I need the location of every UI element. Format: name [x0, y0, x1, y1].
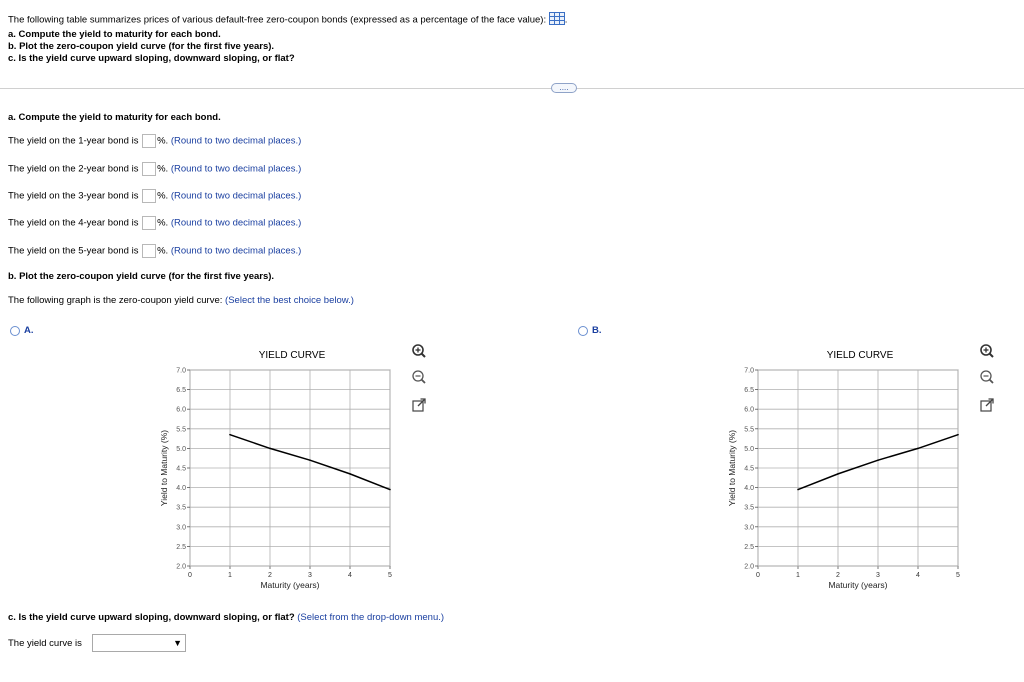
percent-suffix: %.	[157, 135, 169, 147]
zoom-in-icon[interactable]	[979, 343, 995, 359]
x-axis-label: Maturity (years)	[828, 580, 888, 590]
data-point	[957, 434, 959, 436]
y-tick-label: 2.0	[176, 563, 186, 571]
y-tick-label: 4.5	[176, 465, 186, 473]
percent-suffix: %.	[157, 217, 169, 229]
part-b-hint: (Select the best choice below.)	[225, 295, 354, 306]
x-tick-label: 3	[876, 572, 880, 579]
yield-1yr-input[interactable]	[142, 134, 156, 148]
x-tick-label: 1	[228, 572, 232, 579]
option-a-label[interactable]: A.	[24, 325, 34, 336]
yield-4yr-input[interactable]	[142, 216, 156, 230]
y-axis-label: Yield to Maturity (%)	[159, 429, 169, 507]
percent-suffix: %.	[157, 245, 169, 257]
question-part-b: b. Plot the zero-coupon yield curve (for the first five years).	[8, 41, 275, 52]
y-tick-label: 3.0	[744, 524, 754, 532]
y-tick-label: 3.5	[744, 504, 754, 512]
part-c-heading: c. Is the yield curve upward sloping, downward sloping, or flat?	[8, 612, 295, 623]
chart-a-title: YIELD CURVE	[258, 350, 326, 361]
percent-suffix: %.	[157, 190, 169, 202]
y-tick-label: 5.5	[744, 426, 754, 434]
yield-curve-dropdown[interactable]	[92, 634, 186, 652]
data-point	[229, 434, 231, 436]
y-tick-label: 4.5	[744, 465, 754, 473]
y-tick-label: 5.5	[176, 426, 186, 434]
y-tick-label: 5.0	[744, 445, 754, 453]
y-tick-label: 3.5	[176, 504, 186, 512]
yield-2yr-input[interactable]	[142, 162, 156, 176]
x-tick-label: 5	[388, 572, 392, 579]
part-b-prompt-line	[8, 295, 354, 306]
round-hint: (Round to two decimal places.)	[170, 217, 302, 229]
x-tick-label: 1	[796, 572, 800, 579]
yield-row-5	[8, 244, 301, 258]
option-b-label[interactable]: B.	[592, 325, 602, 336]
x-axis-label: Maturity (years)	[260, 580, 320, 590]
x-tick-label: 0	[188, 572, 192, 579]
chart-b	[723, 362, 983, 594]
y-tick-label: 6.5	[744, 387, 754, 395]
data-point	[797, 489, 799, 491]
part-c-label: The yield curve is	[8, 638, 82, 649]
part-c-hint: (Select from the drop-down menu.)	[297, 612, 445, 623]
popout-icon[interactable]	[411, 397, 427, 413]
x-tick-label: 0	[756, 572, 760, 579]
popout-icon[interactable]	[979, 397, 995, 413]
option-a-radio[interactable]	[10, 326, 20, 336]
yield-row-4	[8, 216, 301, 230]
y-tick-label: 3.0	[176, 524, 186, 532]
x-tick-label: 2	[268, 572, 272, 579]
data-point	[877, 459, 879, 461]
y-tick-label: 7.0	[176, 367, 186, 375]
dropdown-arrow-icon: ▼	[173, 638, 182, 648]
x-tick-label: 5	[956, 572, 960, 579]
data-point	[389, 489, 391, 491]
yield-row-label: The yield on the 4-year bond is	[8, 217, 139, 229]
chart-b-title: YIELD CURVE	[826, 350, 894, 361]
yield-row-label: The yield on the 2-year bond is	[8, 163, 139, 175]
table-icon[interactable]	[549, 12, 565, 28]
x-tick-label: 4	[916, 572, 920, 579]
part-b-prompt: The following graph is the zero-coupon yield curve:	[8, 295, 223, 306]
question-intro-text: The following table summarizes prices of various default-free zero-coupon bonds (expressed as a percentage of the face value):	[8, 14, 547, 26]
yield-row-label: The yield on the 5-year bond is	[8, 245, 139, 257]
y-axis-label: Yield to Maturity (%)	[727, 429, 737, 507]
yield-row-label: The yield on the 1-year bond is	[8, 135, 139, 147]
x-tick-label: 3	[308, 572, 312, 579]
y-tick-label: 7.0	[744, 367, 754, 375]
yield-5yr-input[interactable]	[142, 244, 156, 258]
zoom-in-icon[interactable]	[411, 343, 427, 359]
part-b-heading: b. Plot the zero-coupon yield curve (for the first five years).	[8, 271, 275, 282]
chart-a	[155, 362, 415, 594]
y-tick-label: 6.5	[176, 387, 186, 395]
zoom-out-icon[interactable]	[979, 369, 995, 385]
percent-suffix: %.	[157, 163, 169, 175]
zoom-out-icon[interactable]	[411, 369, 427, 385]
y-tick-label: 6.0	[176, 406, 186, 414]
part-c-line	[8, 612, 444, 623]
round-hint: (Round to two decimal places.)	[170, 190, 302, 202]
data-point	[917, 448, 919, 450]
yield-row-1	[8, 134, 301, 148]
data-point	[309, 459, 311, 461]
y-tick-label: 6.0	[744, 406, 754, 414]
data-point	[837, 473, 839, 475]
expand-button[interactable]: ....	[551, 83, 577, 93]
option-b-radio[interactable]	[578, 326, 588, 336]
y-tick-label: 2.0	[744, 563, 754, 571]
y-tick-label: 2.5	[176, 543, 186, 551]
y-tick-label: 4.0	[744, 485, 754, 493]
question-part-c: c. Is the yield curve upward sloping, downward sloping, or flat?	[8, 53, 295, 64]
yield-row-2	[8, 162, 301, 176]
round-hint: (Round to two decimal places.)	[170, 245, 302, 257]
yield-3yr-input[interactable]	[142, 189, 156, 203]
round-hint: (Round to two decimal places.)	[170, 163, 302, 175]
question-intro	[8, 12, 567, 28]
question-intro-end: .	[564, 14, 568, 26]
x-tick-label: 2	[836, 572, 840, 579]
y-tick-label: 5.0	[176, 445, 186, 453]
y-tick-label: 4.0	[176, 485, 186, 493]
yield-row-3	[8, 189, 301, 203]
data-point	[269, 448, 271, 450]
section-divider	[0, 88, 1024, 89]
y-tick-label: 2.5	[744, 543, 754, 551]
round-hint: (Round to two decimal places.)	[170, 135, 302, 147]
x-tick-label: 4	[348, 572, 352, 579]
question-part-a: a. Compute the yield to maturity for each bond.	[8, 29, 221, 40]
yield-row-label: The yield on the 3-year bond is	[8, 190, 139, 202]
data-point	[349, 473, 351, 475]
part-a-heading: a. Compute the yield to maturity for each bond.	[8, 112, 221, 123]
